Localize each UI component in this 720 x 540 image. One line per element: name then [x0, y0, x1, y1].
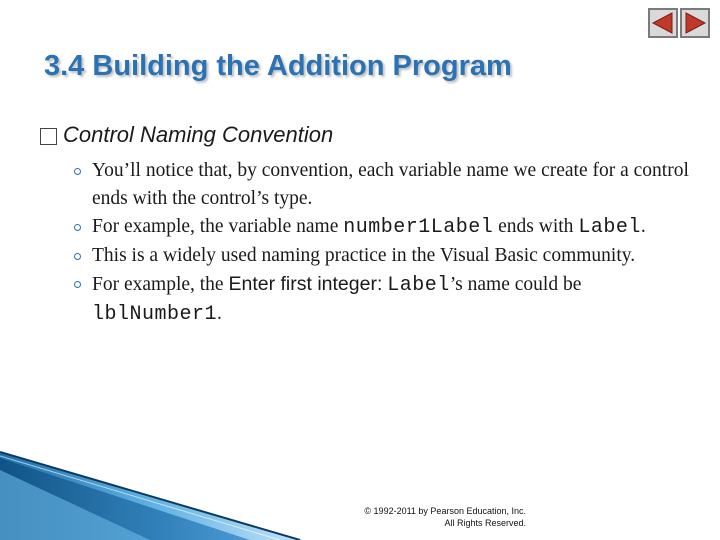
sub-bullet-item — [72, 242, 692, 270]
sub-bullet-item — [72, 157, 692, 213]
checkbox-icon — [40, 128, 57, 145]
triangle-left-icon — [650, 10, 676, 36]
slide-navigation — [648, 8, 710, 38]
bullet-text: For example, the — [92, 274, 229, 295]
sub-bullet-item — [72, 213, 692, 242]
bullet-text: ’s name could be — [449, 274, 582, 295]
slide-title: 3.4 Building the Addition Program — [44, 50, 512, 82]
sub-bullet-item — [72, 270, 692, 329]
bullet-text: . — [640, 216, 646, 237]
circle-bullet-icon — [74, 168, 81, 175]
bullet-text: . — [217, 303, 222, 324]
bullet-text: You’ll notice that, by convention, each variable name we create for a control ends with the control’s type. — [92, 160, 689, 209]
bullet-heading — [40, 122, 333, 148]
circle-bullet-icon — [74, 224, 81, 231]
bullet-text: For example, the variable name — [92, 216, 344, 237]
bullet-text: This is a widely used naming practice in the Visual Basic community. — [92, 245, 636, 266]
copyright-notice — [326, 505, 526, 529]
triangle-right-icon — [682, 10, 708, 36]
circle-bullet-icon — [74, 253, 81, 260]
previous-slide-button[interactable] — [648, 8, 678, 38]
bullet-list — [72, 157, 692, 329]
copyright-line-2: All Rights Reserved. — [444, 518, 526, 528]
next-slide-button[interactable] — [680, 8, 710, 38]
code-text: lblNumber1 — [92, 303, 218, 326]
code-text: number1Label — [343, 216, 494, 239]
bullet-text: Enter first integer: — [228, 273, 383, 295]
circle-bullet-icon — [74, 281, 81, 288]
heading-label: Control Naming Convention — [63, 122, 334, 147]
copyright-line-1: © 1992-2011 by Pearson Education, Inc. — [364, 506, 526, 516]
code-text: Label — [578, 216, 641, 239]
code-text: Label — [387, 274, 450, 297]
bullet-text: ends with — [493, 216, 579, 237]
